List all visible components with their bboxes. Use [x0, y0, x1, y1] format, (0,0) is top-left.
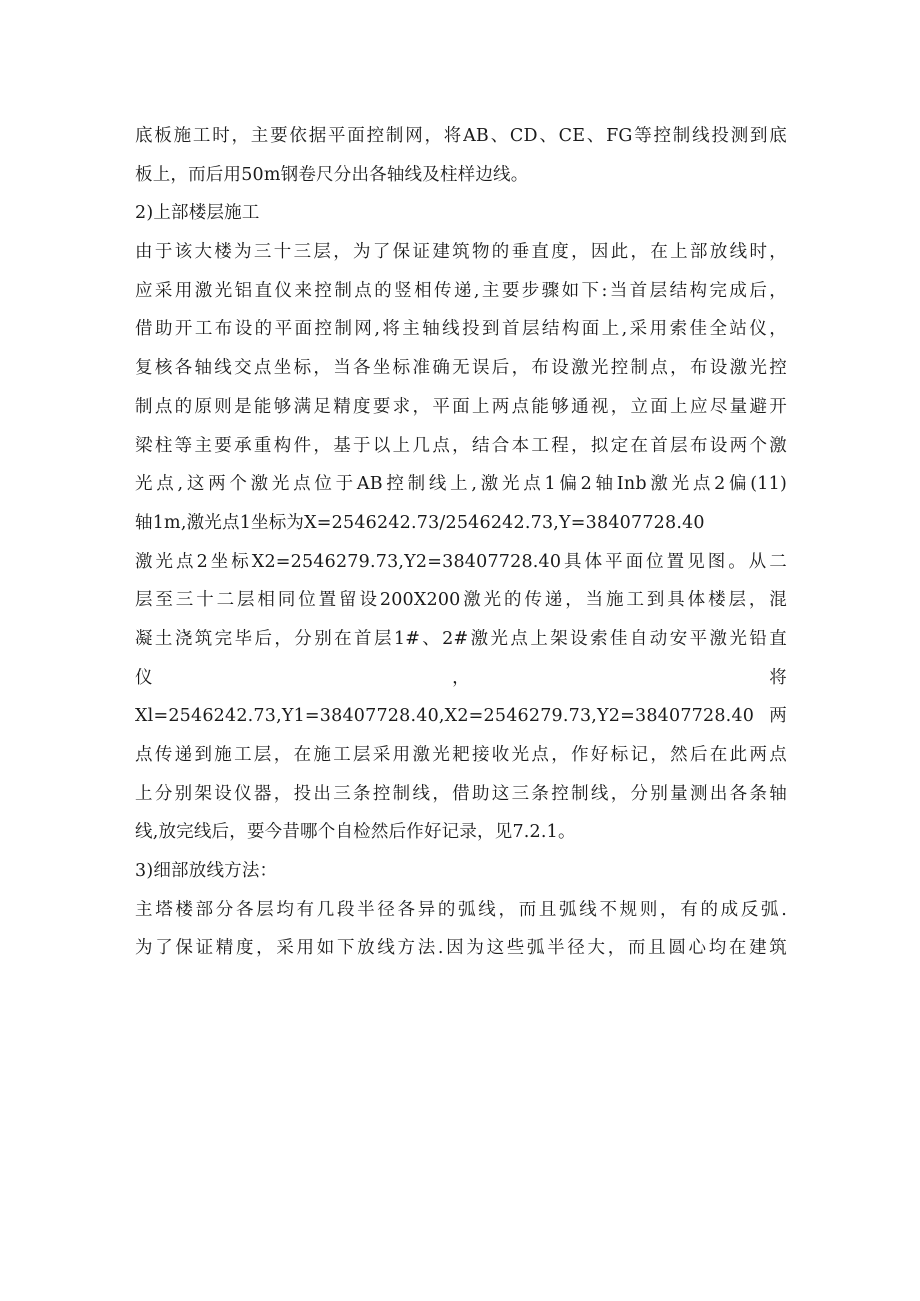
section-heading: 3)细部放线方法：: [135, 861, 278, 882]
document-body: [135, 117, 787, 968]
text-line: 线,放完线后，要今昔哪个自检然后作好记录，见7.2.1。: [135, 822, 576, 843]
text-line: 激光点2坐标X2=2546279.73,Y2=38407728.40具体平面位置见图。从二: [135, 551, 787, 572]
text-line: 由于该大楼为三十三层，为了保证建筑物的垂直度，因此，在上部放线时，: [135, 242, 787, 263]
text-line: 复核各轴线交点坐标，当各坐标准确无误后，布设激光控制点，布设激光控: [135, 358, 787, 379]
text-line: 制点的原则是能够满足精度要求，平面上两点能够通视，立面上应尽量避开: [135, 396, 787, 417]
text-line: 仪 ， 将: [135, 667, 787, 688]
text-line: 轴1m,激光点1坐标为X=2546242.73/2546242.73,Y=38407728.40: [135, 512, 705, 533]
text-line: 主塔楼部分各层均有几段半径各异的弧线，而且弧线不规则，有的成反弧.: [135, 899, 787, 920]
text-line: 为了保证精度，采用如下放线方法.因为这些弧半径大，而且圆心均在建筑: [135, 938, 787, 959]
text-line: 应采用激光铝直仪来控制点的竖相传递,主要步骤如下:当首层结构完成后，: [135, 280, 787, 301]
text-line: 板上，而后用50m钢卷尺分出各轴线及柱样边线。: [135, 164, 529, 185]
text-line: 点传递到施工层，在施工层采用激光耙接收光点，作好标记，然后在此两点: [135, 745, 787, 765]
text-line: 凝土浇筑完毕后，分别在首层1#、2#激光点上架设索佳自动安平激光铅直: [135, 628, 787, 649]
text-line: Xl=2546242.73,Y1=38407728.40,X2=2546279.73,Y2=38407728.40 两: [135, 706, 787, 727]
text-line: 上分别架设仪器，投出三条控制线，借助这三条控制线，分别量测出各条轴: [135, 783, 787, 804]
text-line: 借助开工布设的平面控制网,将主轴线投到首层结构面上,采用索佳全站仪，: [135, 319, 787, 340]
text-line: 光点,这两个激光点位于AB控制线上,激光点1偏2轴Inb激光点2偏(11): [135, 474, 787, 495]
text-line: 底板施工时，主要依据平面控制网，将AB、CD、CE、FG等控制线投测到底: [135, 126, 787, 146]
text-line: 梁柱等主要承重构件，基于以上几点，结合本工程，拟定在首层布设两个激: [135, 435, 787, 456]
text-line: 层至三十二层相同位置留设200X200激光的传递，当施工到具体楼层，混: [135, 590, 787, 611]
section-heading: 2)上部楼层施工: [135, 203, 260, 224]
